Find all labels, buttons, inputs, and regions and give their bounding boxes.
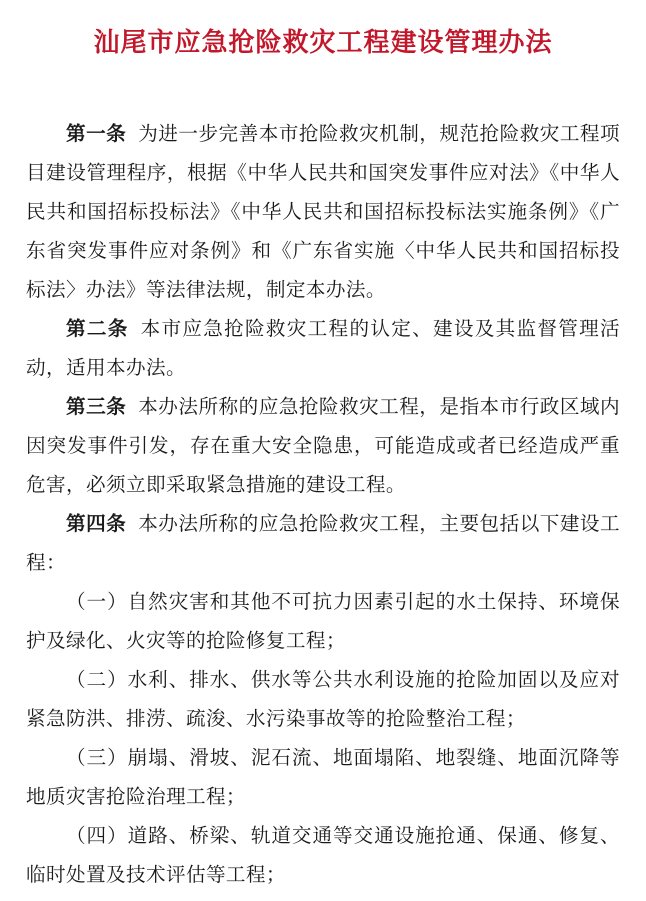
article-text: 本办法所称的应急抢险救灾工程，主要包括以下建设工程： [26, 512, 620, 574]
article-1 [26, 114, 620, 309]
list-item-text: （三）崩塌、滑坡、泥石流、地面塌陷、地裂缝、地面沉降等地质灾害抢险治理工程； [26, 746, 620, 808]
article-2 [26, 309, 620, 387]
document-body [26, 114, 620, 894]
list-item-2 [26, 660, 620, 738]
article-label: 第三条 [66, 395, 127, 418]
article-label: 第一条 [66, 122, 127, 145]
list-item-1 [26, 582, 620, 660]
article-3 [26, 387, 620, 504]
list-item-text: （二）水利、排水、供水等公共水利设施的抢险加固以及应对紧急防洪、排涝、疏浚、水污染事故等的抢险整治工程； [26, 668, 620, 730]
article-text: 本市应急抢险救灾工程的认定、建设及其监督管理活动，适用本办法。 [26, 317, 620, 379]
article-label: 第二条 [66, 317, 129, 340]
article-text: 为进一步完善本市抢险救灾机制，规范抢险救灾工程项目建设管理程序，根据《中华人民共和国突发事件应对法》《中华人民共和国招标投标法》《中华人民共和国招标投标法实施条例》《广东省突发事件应对条例》和《广东省实施〈中华人民共和国招标投标法〉办法》等法律法规，制定本办法。 [26, 122, 620, 301]
document-title: 汕尾市应急抢险救灾工程建设管理办法 [93, 28, 553, 58]
article-text: 本办法所称的应急抢险救灾工程，是指本市行政区域内因突发事件引发，存在重大安全隐患，可能造成或者已经造成严重危害，必须立即采取紧急措施的建设工程。 [26, 395, 620, 496]
list-item-text: （一）自然灾害和其他不可抗力因素引起的水土保持、环境保护及绿化、火灾等的抢险修复工程； [26, 590, 620, 652]
list-item-text: （四）道路、桥梁、轨道交通等交通设施抢通、保通、修复、临时处置及技术评估等工程； [26, 824, 620, 886]
list-item-4 [26, 816, 620, 894]
list-item-3 [26, 738, 620, 816]
article-4 [26, 504, 620, 582]
article-label: 第四条 [66, 512, 127, 535]
